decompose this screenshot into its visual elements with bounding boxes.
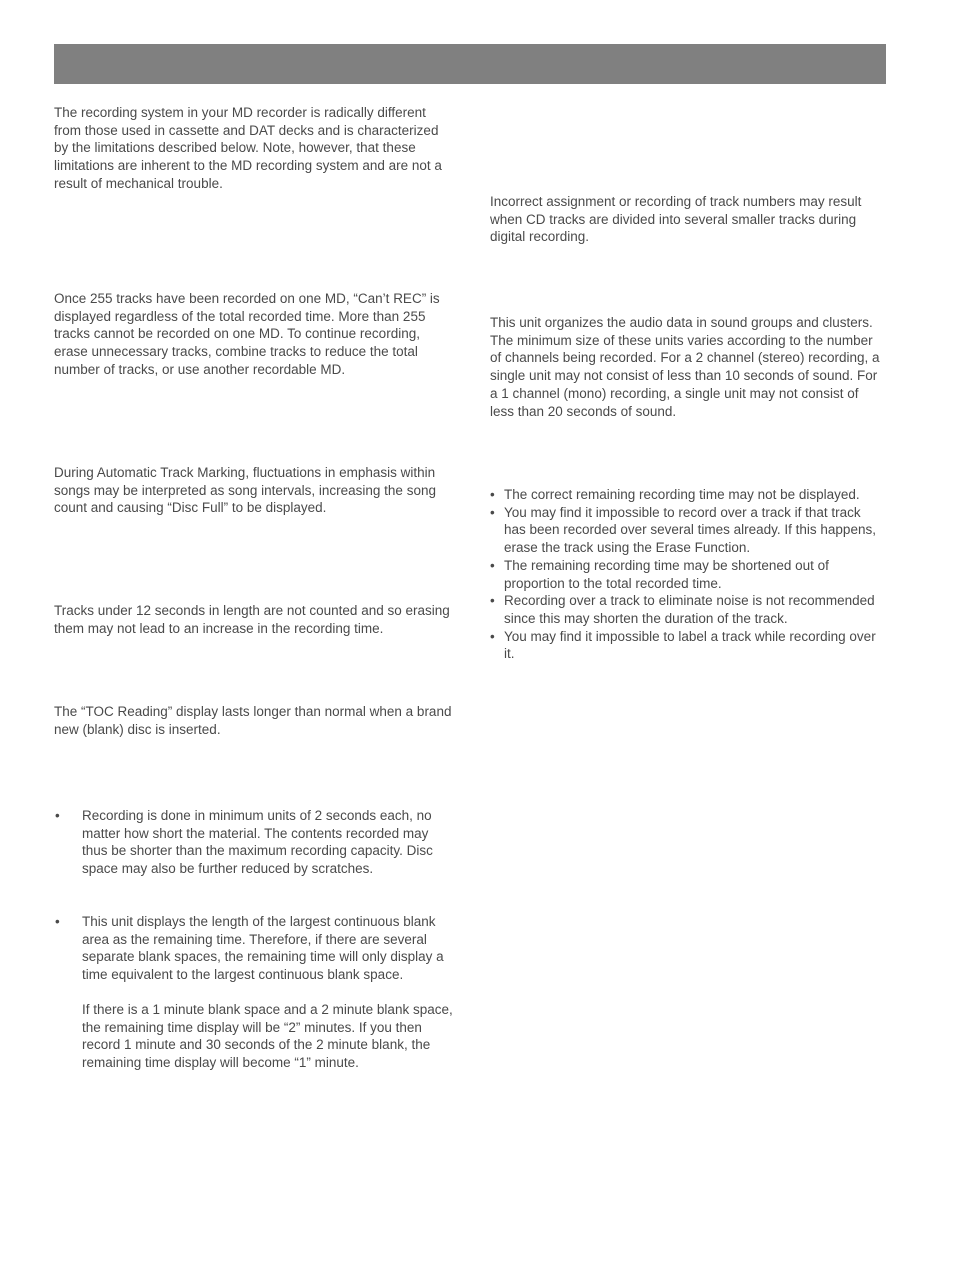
list-item-text: The remaining recording time may be shortened out of proportion to the total recorded time. bbox=[504, 557, 829, 591]
list-item bbox=[490, 557, 886, 592]
toc-reading-paragraph: The “TOC Reading” display lasts longer than normal when a brand new (blank) disc is inserted. bbox=[54, 704, 452, 737]
list-item-text: You may find it impossible to record over a track if that track has been recorded over several times already. If this happens, erase the track using the Erase Function. bbox=[504, 504, 876, 556]
list-item bbox=[490, 592, 886, 627]
bullet-dot: • bbox=[490, 593, 495, 609]
list-item-text: This unit displays the length of the largest continuous blank area as the remaining time. Therefore, if there are several separate blank spaces, the remaining time will only display a time equivalent to the largest continuous blank space. bbox=[82, 914, 444, 983]
example-paragraph: If there is a 1 minute blank space and a 2 minute blank space, the remaining time display will be “2” minutes. If you then record 1 minute and 30 seconds of the 2 minute blank, the remaining time display will become “1” minute. bbox=[82, 1002, 453, 1071]
list-item bbox=[490, 504, 886, 557]
bullet-dot: • bbox=[55, 808, 60, 823]
list-item-text: Recording is done in minimum units of 2 seconds each, no matter how short the material. The contents recorded may thus be shorter than the maximum recording capacity. Disc space may also be further reduced by scratches. bbox=[82, 808, 433, 877]
bullet-dot: • bbox=[490, 628, 495, 644]
list-item-text: Recording over a track to eliminate noise is not recommended since this may shorten the duration of the track. bbox=[504, 593, 875, 626]
cd-tracks-paragraph: Incorrect assignment or recording of track numbers may result when CD tracks are divided into several smaller tracks during digital recording. bbox=[490, 194, 862, 245]
bullet-dot: • bbox=[490, 504, 495, 520]
list-item bbox=[490, 628, 886, 663]
list-item-text: You may find it impossible to label a track while recording over it. bbox=[504, 628, 876, 662]
bullet-dot: • bbox=[490, 487, 495, 502]
section-header-bar bbox=[54, 44, 886, 84]
list-item bbox=[490, 486, 886, 504]
short-tracks-paragraph: Tracks under 12 seconds in length are not counted and so erasing them may not lead to an increase in the recording time. bbox=[54, 603, 450, 636]
bullet-dot: • bbox=[55, 914, 60, 929]
intro-paragraph: The recording system in your MD recorder is radically different from those used in cassette and DAT decks and is characterized by the limitations described below. Note, however, that these limitations are inherent to the MD recording system and are not a result of mechanical trouble. bbox=[54, 105, 442, 191]
auto-marking-paragraph: During Automatic Track Marking, fluctuations in emphasis within songs may be interpreted as song intervals, increasing the song count and causing “Disc Full” to be displayed. bbox=[54, 465, 436, 516]
bullet-dot: • bbox=[490, 557, 495, 573]
sound-groups-paragraph: This unit organizes the audio data in sound groups and clusters. The minimum size of these units varies according to the number of channels being recorded. For a 2 channel (stereo) recording, a single unit may not consist of less than 10 seconds of sound. For a 1 channel (mono) recording, a single unit may not consist of less than 20 seconds of sound. bbox=[490, 315, 880, 419]
list-item-text: The correct remaining recording time may not be displayed. bbox=[504, 487, 860, 502]
remaining-time-list bbox=[490, 486, 886, 663]
tracks-limit-paragraph: Once 255 tracks have been recorded on one MD, “Can’t REC” is displayed regardless of the total recorded time. More than 255 tracks cannot be recorded on one MD. To continue recording, erase unnecessary tracks, combine tracks to reduce the total number of tracks, or use another recordable MD. bbox=[54, 291, 440, 377]
